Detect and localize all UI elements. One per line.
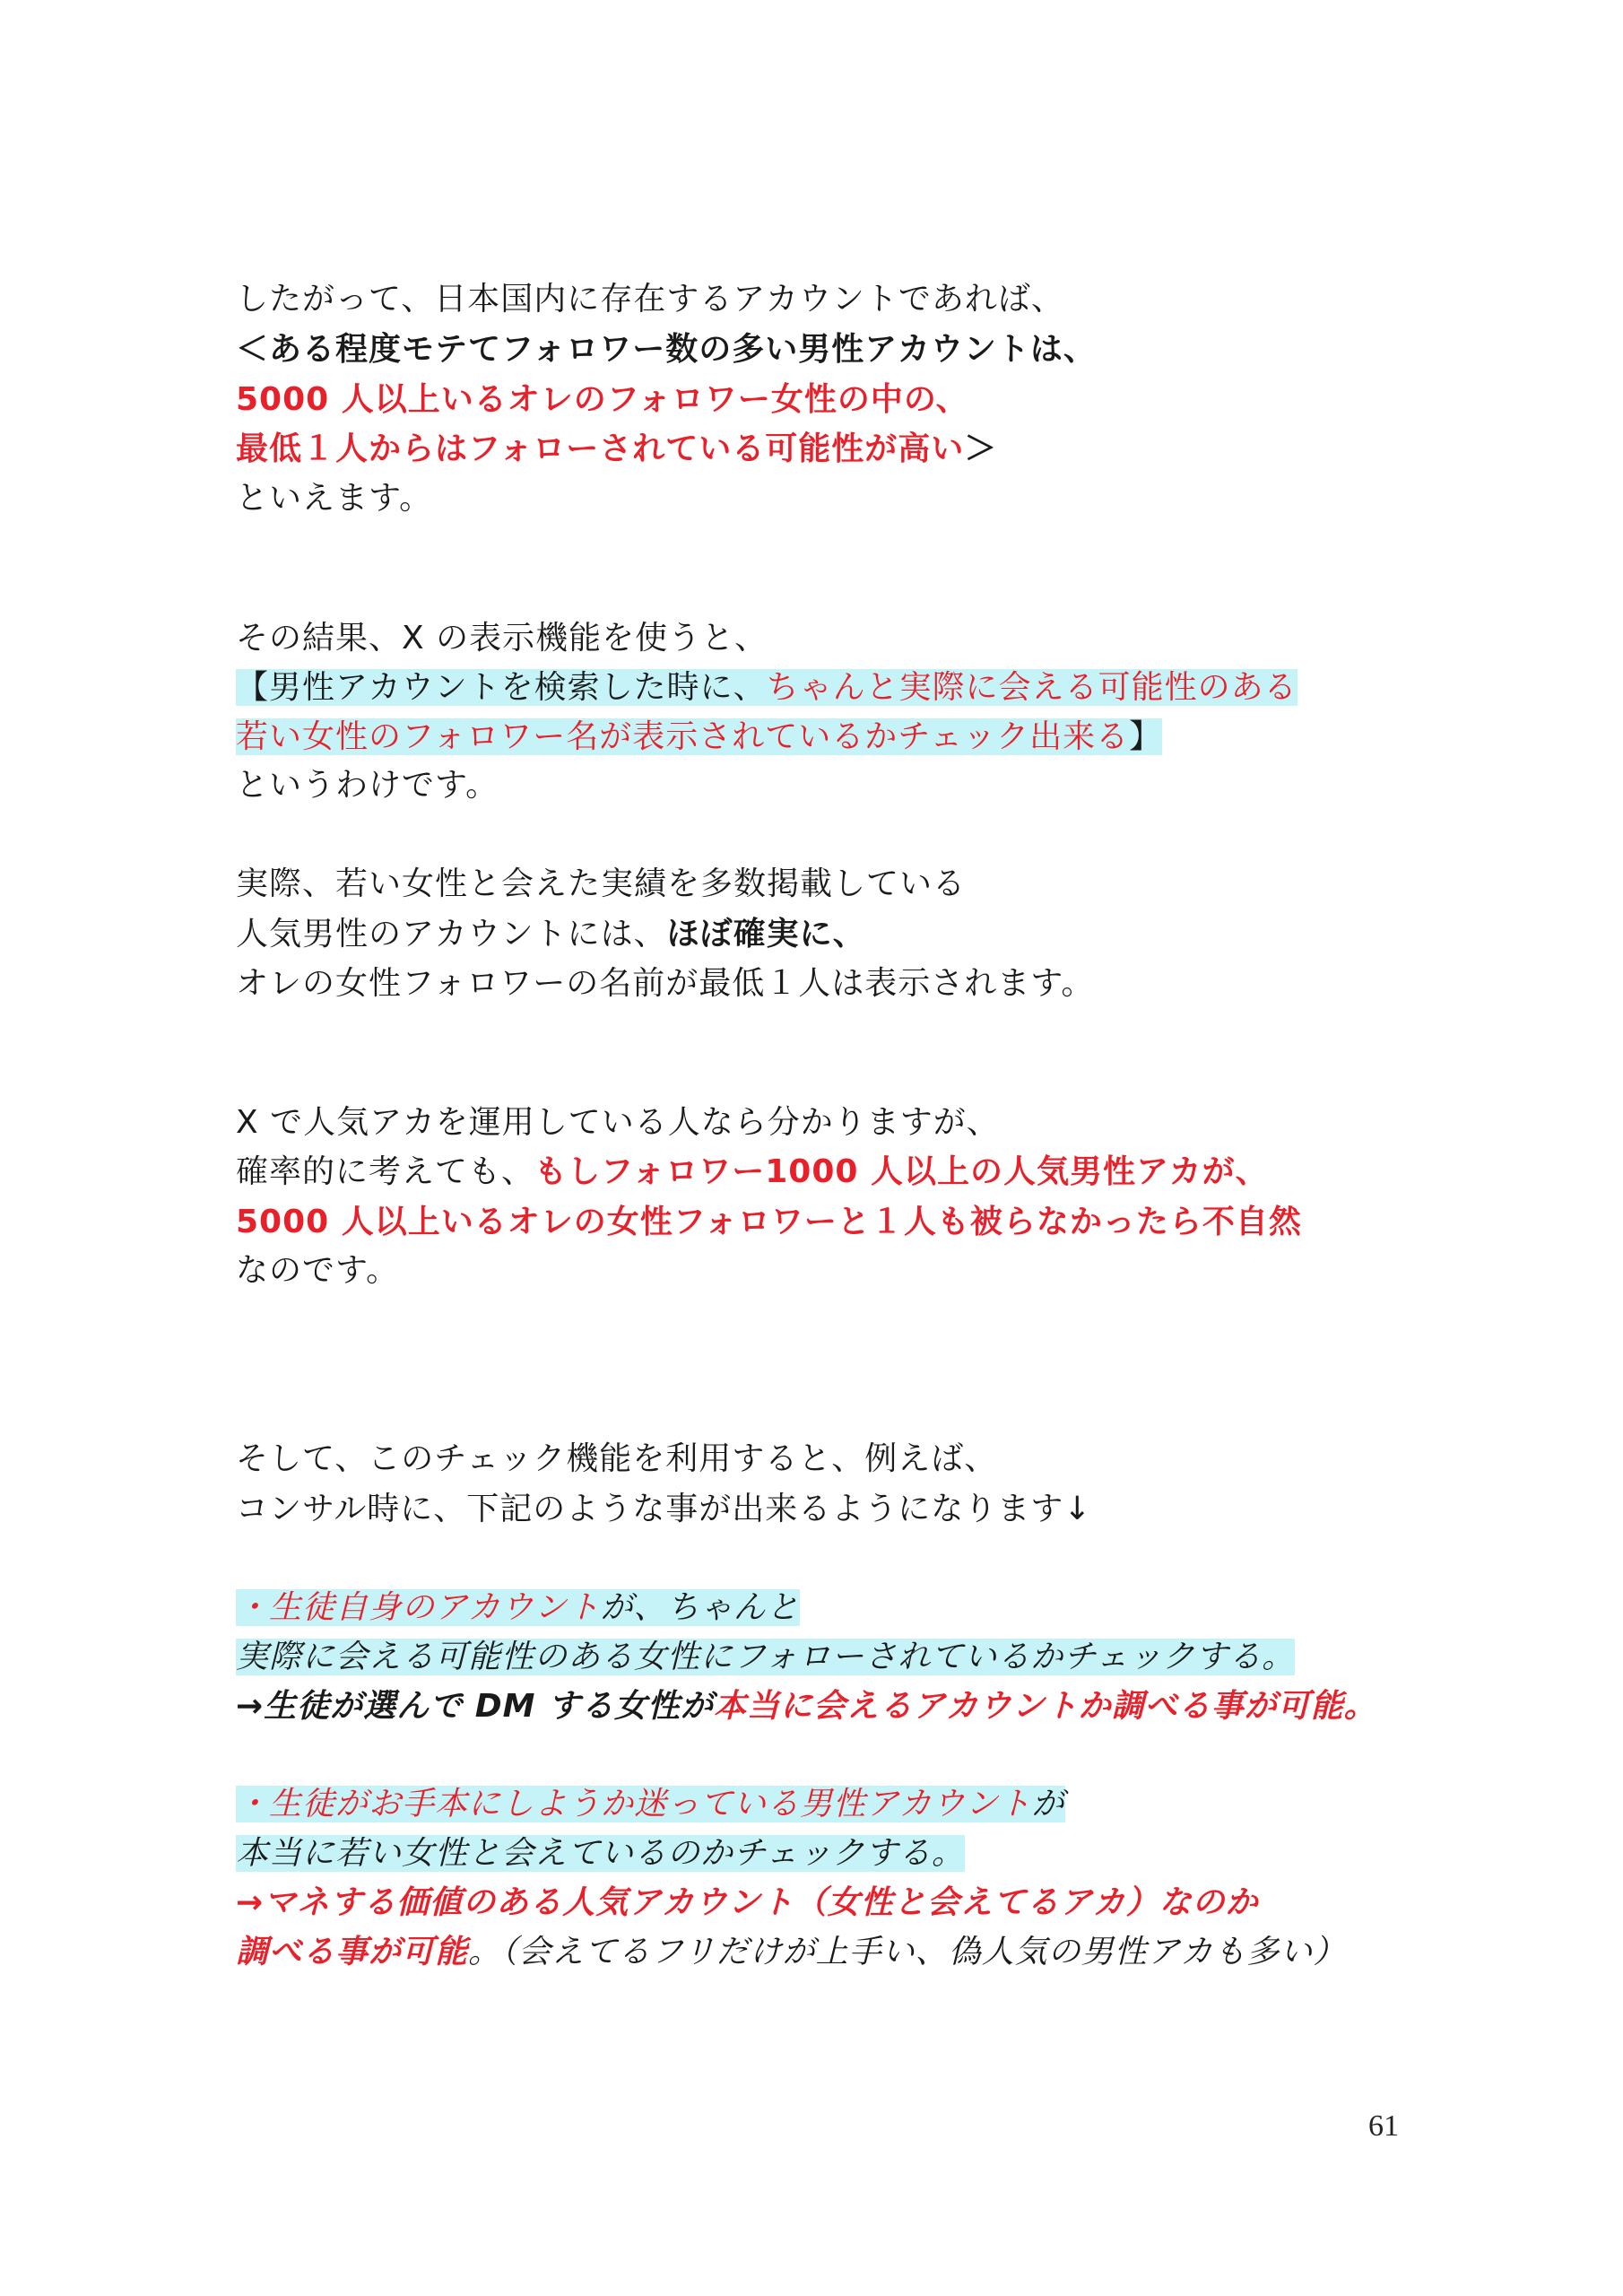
text-segment: が、ちゃんと <box>600 1589 800 1626</box>
text-segment: 人気男性のアカウントには、 <box>236 916 667 952</box>
text-segment: ちゃんと実際に会える可能性のある <box>766 669 1298 706</box>
text-segment: 調べる事が可能 <box>236 1934 469 1970</box>
text-line <box>236 764 499 809</box>
text-line <box>236 913 866 958</box>
text-line <box>236 328 1097 373</box>
text-line <box>236 666 1298 711</box>
text-segment: が <box>1031 1786 1065 1822</box>
text-segment: 。（会えてるフリだけが上手い、偽人気の男性アカも多い） <box>468 1934 1347 1970</box>
text-line <box>236 1783 1065 1828</box>
text-segment: その結果、X の表示機能を使うと、 <box>236 620 768 657</box>
text-line <box>236 1636 1295 1681</box>
text-segment: ・ <box>236 1589 270 1626</box>
text-line <box>236 1438 997 1483</box>
text-segment: コンサル時に、下記のような事が出来るようになります↓ <box>236 1491 1092 1527</box>
text-line <box>236 1101 1000 1146</box>
text-segment: ほぼ確実に、 <box>666 916 866 952</box>
text-line <box>236 1151 1269 1196</box>
text-line <box>236 1587 800 1631</box>
text-segment: といえます。 <box>236 480 433 517</box>
text-line <box>236 1685 1377 1730</box>
text-segment: →マネする価値のある人気アカウント（女性と会えてるアカ）なのか <box>236 1884 1259 1921</box>
text-segment: もしフォロワー1000 人以上の人気男性アカが、 <box>534 1153 1269 1190</box>
text-line <box>236 1931 1346 1976</box>
text-line <box>236 716 1162 761</box>
text-segment: というわけです。 <box>236 767 499 804</box>
text-segment: 実際に会える可能性のある女性にフォローされているかチェックする。 <box>236 1639 1296 1675</box>
text-segment: 】 <box>1129 718 1163 755</box>
text-segment: したがって、日本国内に存在するアカウントであれば、 <box>236 281 1064 317</box>
text-segment: ＜ある程度モテてフォロワー数の多い男性アカウントは、 <box>236 331 1097 368</box>
text-line <box>236 428 997 473</box>
text-segment: 実際、若い女性と会えた実績を多数掲載している <box>236 865 967 902</box>
text-segment: 5000 人以上いるオレのフォロワー女性の中の、 <box>236 381 969 418</box>
text-segment: →生徒が選んで DM する女性が <box>236 1688 714 1725</box>
text-line <box>236 477 432 522</box>
text-line <box>236 1201 1302 1246</box>
text-line <box>236 1249 399 1294</box>
text-segment: 【男性アカウントを検索した時に、 <box>236 669 767 706</box>
text-line <box>236 962 1094 1007</box>
text-segment: 若い女性のフォロワー名が表示されているかチェック出来る <box>236 718 1130 755</box>
text-line <box>236 1832 965 1877</box>
text-line <box>236 617 768 662</box>
text-line <box>236 278 1064 323</box>
text-line <box>236 863 966 908</box>
text-line <box>236 1488 1091 1533</box>
page-number: 61 <box>1368 2109 1399 2143</box>
text-segment: 確率的に考えても、 <box>236 1153 535 1190</box>
text-segment: X で人気アカを運用している人なら分かりますが、 <box>236 1104 1000 1141</box>
text-segment: 生徒がお手本にしようか迷っている男性アカウント <box>269 1786 1032 1822</box>
text-segment: オレの女性フォロワーの名前が最低１人は表示されます。 <box>236 965 1095 1002</box>
text-segment: なのです。 <box>236 1252 400 1289</box>
text-segment: 5000 人以上いるオレの女性フォロワーと１人も被らなかったら不自然 <box>236 1204 1302 1240</box>
text-segment: 最低１人からはフォローされている可能性が高い <box>236 430 965 467</box>
text-segment: そして、このチェック機能を利用すると、例えば、 <box>236 1440 998 1477</box>
text-segment: 本当に会えるアカウントか調べる事が可能。 <box>713 1688 1377 1725</box>
text-segment: 生徒自身のアカウント <box>269 1589 601 1626</box>
text-segment: 本当に若い女性と会えているのかチェックする。 <box>236 1835 965 1872</box>
text-segment: ・ <box>236 1786 270 1822</box>
text-line <box>236 1882 1258 1926</box>
text-line <box>236 378 969 423</box>
text-segment: ＞ <box>964 430 998 467</box>
